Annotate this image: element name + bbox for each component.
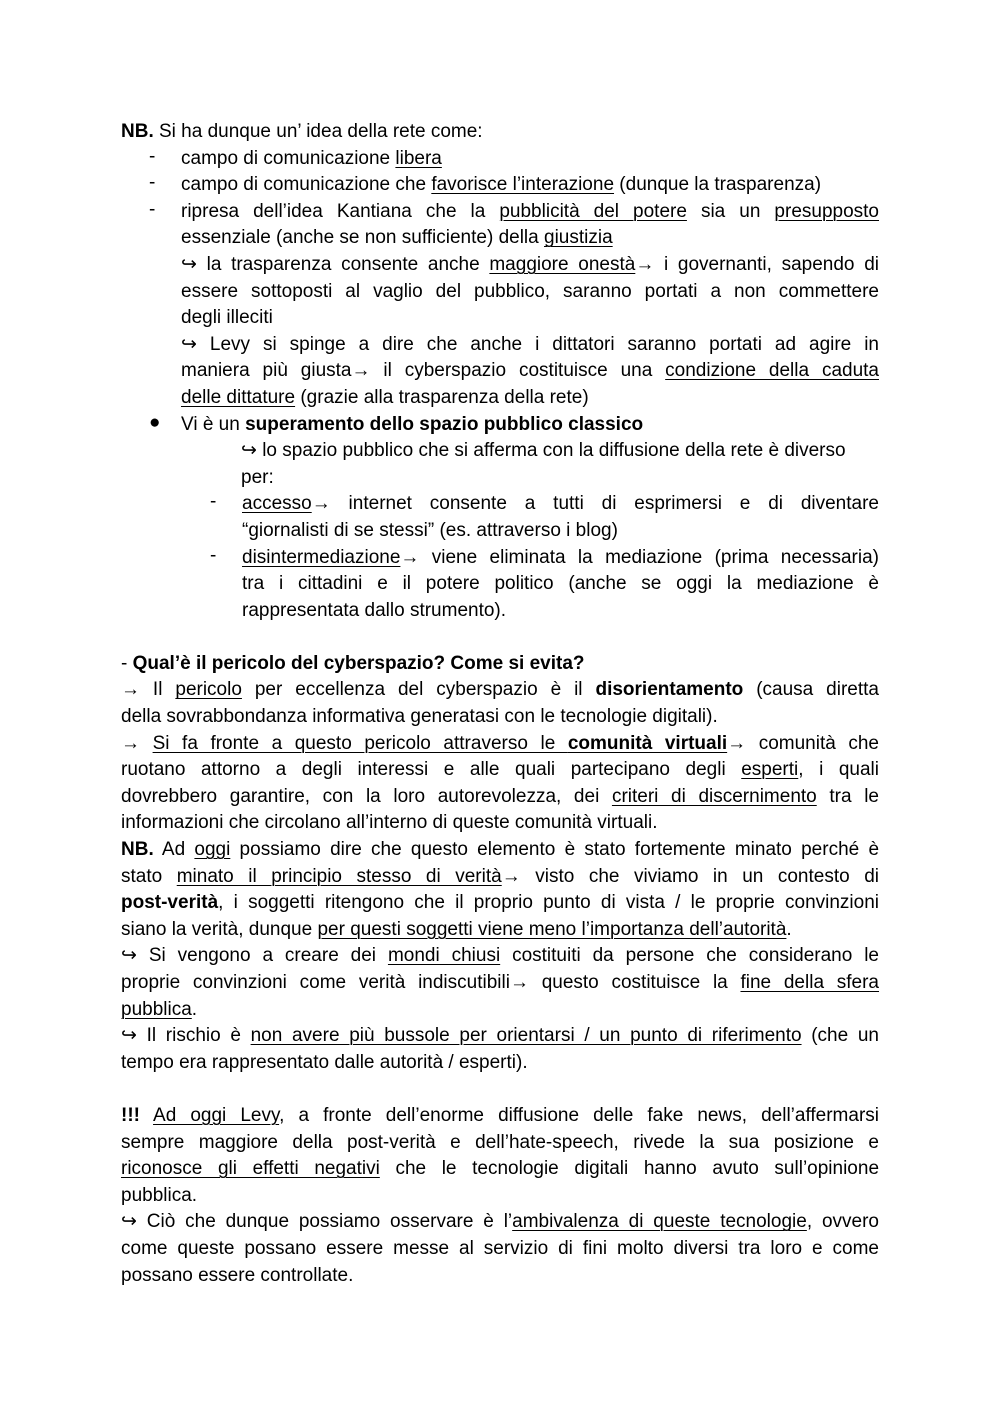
paragraph: → Il pericolo per eccellenza del cyberspazio è il disorientamento (causa diretta della sovrabbondanza informativa generatasi con le tecnologie digitali).	[121, 679, 879, 728]
list-item: - campo di comunicazione che favorisce l’interazione (dunque la trasparenza)	[149, 172, 822, 196]
paragraph: → Si fa fronte a questo pericolo attraverso le comunità virtuali→ comunità che ruotano attorno a degli interessi e alle quali partecipano degli esperti, i quali dovrebbero garantire, con la loro autorevolezza, dei criteri di discernimento tra le informazioni che circolano all’interno di queste comunità virtuali.	[121, 732, 879, 834]
dash-bullet: -	[210, 544, 217, 566]
list-item: - ripresa dell’idea Kantiana che la pubblicità del potere sia un presupposto essenziale (anche se non sufficiente) della giustizia ↪ la trasparenza consente anche maggiore onestà→ i governanti, sapendo di essere sottoposti al vaglio del pubblico, saranno portati a non commettere degli illeciti ↪ Levy si spinge a dire che anche i dittatori saranno portati ad agire in maniera più giusta→ il cyberspazio costituisce una condizione della caduta delle dittature (grazie alla trasparenza della rete)	[149, 198, 879, 408]
paragraph: !!! Ad oggi Levy, a fronte dell’enorme diffusione delle fake news, dell’affermarsi sempre maggiore della post-verità e dell’hate-speech, rivede la sua posizione e riconosce gli effetti negativi che le tecnologie digitali hanno avuto sull’opinione pubblica.	[121, 1104, 880, 1206]
paragraph: ↪ Ciò che dunque possiamo osservare è l’ambivalenza di queste tecnologie, ovvero come queste possano essere messe al servizio di fini molto diversi tra loro e come possano essere controllate.	[121, 1211, 879, 1286]
paragraph: ↪ Il rischio è non avere più bussole per orientarsi / un punto di riferimento (che un tempo era rappresentato dalle autorità / esperti).	[121, 1025, 879, 1073]
list-item: ● Vi è un superamento dello spazio pubblico classico ↪ lo spazio pubblico che si afferma con la diffusione della rete è diverso per:	[149, 411, 846, 488]
nb-label: NB.	[121, 121, 154, 142]
dash-bullet: -	[149, 145, 156, 167]
dash-bullet: -	[149, 198, 156, 220]
paragraph: ↪ Si vengono a creare dei mondi chiusi costituiti da persone che considerano le proprie convinzioni come verità indiscutibili→ questo costituisce la fine della sfera pubblica.	[121, 945, 880, 1020]
intro-line: NB. Si ha dunque un’ idea della rete come:	[121, 121, 483, 142]
dash-bullet: -	[149, 172, 156, 194]
dash-bullet: -	[210, 491, 217, 513]
spacer	[121, 1076, 879, 1103]
question-heading: - Qual’è il pericolo del cyberspazio? Come si evita?	[121, 652, 585, 674]
spacer	[121, 624, 879, 651]
list-item: - disintermediazione→ viene eliminata la mediazione (prima necessaria) tra i cittadini e il potere politico (anche se oggi la mediazione è rappresentata dallo strumento).	[210, 544, 879, 621]
list-item: - accesso→ internet consente a tutti di esprimersi e di diventare “giornalisti di se stessi” (es. attraverso i blog)	[210, 491, 879, 541]
dot-bullet: ●	[149, 411, 161, 433]
paragraph: NB. Ad oggi possiamo dire che questo elemento è stato fortemente minato perché è stato minato il principio stesso di verità→ visto che viviamo in un contesto di post-verità, i soggetti ritengono che il proprio punto di vista / le proprie convinzioni siano la verità, dunque per questi soggetti viene meno l’importanza dell’autorità.	[121, 839, 880, 940]
list-item: - campo di comunicazione libera	[149, 145, 442, 169]
